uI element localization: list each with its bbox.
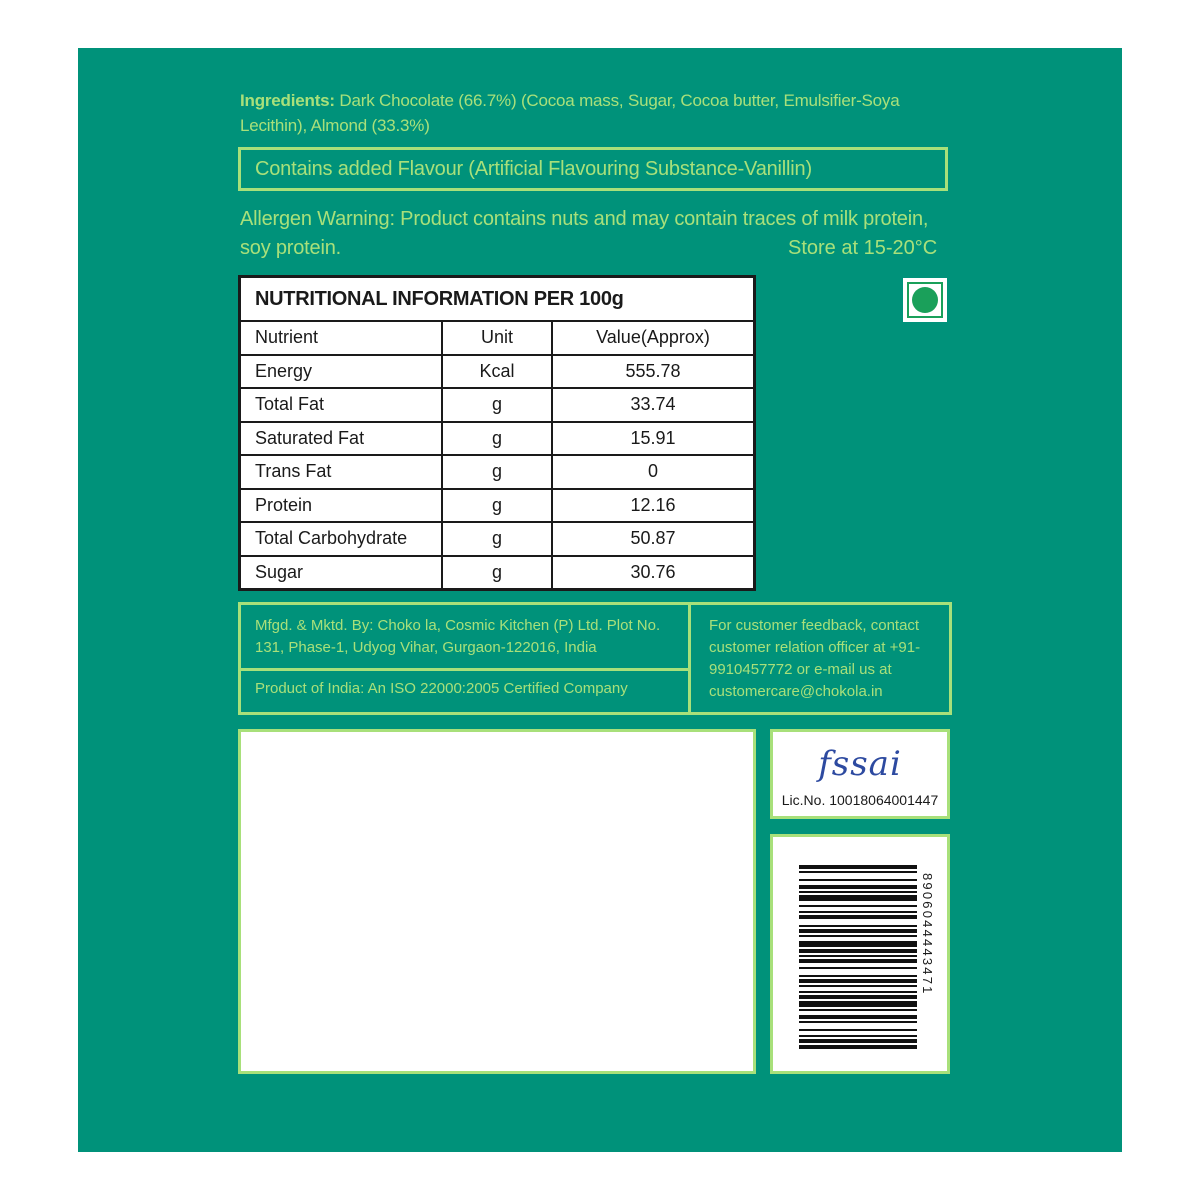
nutrient-value: 30.76 [552, 556, 753, 589]
nutrient-unit: Kcal [442, 355, 552, 389]
barcode-bar [799, 1015, 917, 1019]
ingredients-list: Dark Chocolate (66.7%) (Cocoa mass, Sugar, Cocoa butter, Emulsifier-Soya Lecithin), Almond (33.3%) [240, 91, 900, 135]
fssai-logo-text: fssai [818, 744, 902, 784]
nutrient-unit: g [442, 556, 552, 589]
table-row [241, 355, 753, 389]
barcode-bar [799, 925, 917, 927]
barcode-bar [799, 1009, 917, 1011]
barcode-bar [799, 905, 917, 907]
table-row [241, 388, 753, 422]
nutrient-name: Energy [241, 355, 442, 389]
barcode-bar [799, 1029, 917, 1031]
barcode-bar [799, 911, 917, 913]
nutrient-value: 555.78 [552, 355, 753, 389]
barcode-box [770, 834, 950, 1074]
barcode-bar [799, 885, 917, 889]
barcode-bar [799, 1001, 917, 1007]
barcode-bar [799, 929, 917, 933]
barcode-bar [799, 949, 917, 953]
header-nutrient: Nutrient [241, 321, 442, 355]
barcode-bar [799, 891, 917, 893]
nutrient-name: Protein [241, 489, 442, 523]
table-row [241, 556, 753, 589]
divider [241, 668, 688, 671]
ingredients-label: Ingredients: [240, 91, 335, 110]
manufacturer-info [241, 605, 691, 712]
blank-label-area [238, 729, 756, 1074]
barcode-bar [799, 959, 917, 963]
barcode-bar [799, 879, 917, 881]
nutrient-unit: g [442, 455, 552, 489]
table-row [241, 455, 753, 489]
nutrition-table [238, 275, 756, 591]
barcode-bars [799, 865, 917, 1049]
nutrient-value: 0 [552, 455, 753, 489]
nutrient-value: 33.74 [552, 388, 753, 422]
nutrient-name: Total Fat [241, 388, 442, 422]
label-panel [78, 48, 1122, 1152]
barcode-bar [799, 975, 917, 977]
vegetarian-dot [912, 287, 938, 313]
nutrient-name: Trans Fat [241, 455, 442, 489]
nutrient-value: 12.16 [552, 489, 753, 523]
table-row [241, 489, 753, 523]
vegetarian-mark-icon [901, 276, 949, 324]
nutrition-title: NUTRITIONAL INFORMATION PER 100g [241, 278, 753, 321]
header-value: Value(Approx) [552, 321, 753, 355]
fssai-license-number: Lic.No. 10018064001447 [781, 792, 939, 808]
nutrient-value: 50.87 [552, 522, 753, 556]
nutrition-title-row [241, 278, 753, 321]
fssai-logo [773, 744, 947, 784]
nutrient-name: Sugar [241, 556, 442, 589]
manufacturer-address: Mfgd. & Mktd. By: Choko la, Cosmic Kitchen (P) Ltd. Plot No. 131, Phase-1, Udyog Vihar, Gurgaon-122016, India [255, 617, 661, 656]
barcode-bar [799, 1045, 917, 1049]
barcode-bar [799, 941, 917, 947]
barcode-bar [799, 955, 917, 957]
barcode-bar [799, 985, 917, 987]
nutrient-name: Saturated Fat [241, 422, 442, 456]
table-row [241, 422, 753, 456]
fssai-box [770, 729, 950, 819]
barcode-bar [799, 967, 917, 969]
certification-text: Product of India: An ISO 22000:2005 Certified Company [255, 680, 628, 697]
nutrient-name: Total Carbohydrate [241, 522, 442, 556]
ingredients-text [240, 88, 940, 138]
barcode-bar [799, 865, 917, 869]
nutrient-unit: g [442, 422, 552, 456]
nutrient-value: 15.91 [552, 422, 753, 456]
flavour-note: Contains added Flavour (Artificial Flavouring Substance-Vanillin) [238, 147, 948, 191]
barcode-bar [799, 995, 917, 999]
nutrient-unit: g [442, 489, 552, 523]
barcode-bar [799, 871, 917, 873]
barcode-bar [799, 1021, 917, 1023]
barcode-number: 8906044443471 [920, 873, 935, 996]
nutrition-header-row [241, 321, 753, 355]
barcode-bar [799, 895, 917, 901]
barcode-bar [799, 979, 917, 983]
storage-instruction: Store at 15-20°C [788, 237, 938, 259]
barcode-icon [773, 837, 947, 1071]
allergen-warning: Allergen Warning: Product contains nuts and may contain traces of milk protein, soy protein. [240, 208, 929, 259]
header-unit: Unit [442, 321, 552, 355]
barcode-bar [799, 1035, 917, 1037]
nutrient-unit: g [442, 522, 552, 556]
manufacturer-box [238, 602, 952, 715]
barcode-bar [799, 1039, 917, 1043]
barcode-bar [799, 991, 917, 993]
barcode-bar [799, 935, 917, 937]
table-row [241, 522, 753, 556]
barcode-bar [799, 915, 917, 919]
nutrient-unit: g [442, 388, 552, 422]
customer-feedback: For customer feedback, contact customer relation officer at +91-9910457772 or e-mail us at customercare@chokola.in [709, 617, 921, 700]
